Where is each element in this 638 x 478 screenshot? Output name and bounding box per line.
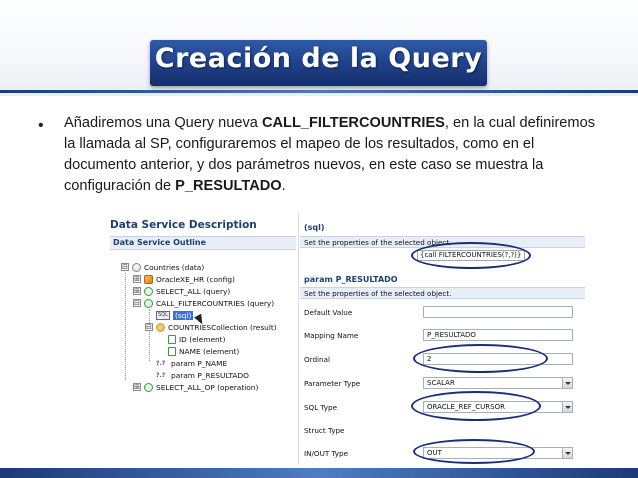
- parameter-type-select[interactable]: [423, 377, 573, 389]
- chevron-down-icon[interactable]: [562, 402, 572, 412]
- tree-node-label: COUNTRIESCollection (result): [168, 322, 277, 332]
- mapping-name-label: Mapping Name: [304, 331, 359, 340]
- mapping-name-input[interactable]: P_RESULTADO: [423, 329, 573, 341]
- result-icon: [156, 323, 165, 332]
- sql-section-title: (sql): [304, 223, 325, 232]
- tree-node-label: SELECT_ALL (query): [156, 286, 231, 296]
- bullet-text-part: .: [281, 178, 286, 194]
- bullet-bold-param: P_RESULTADO: [175, 178, 282, 194]
- expand-toggle[interactable]: ⊞: [134, 275, 140, 283]
- chevron-down-icon[interactable]: [562, 448, 572, 458]
- collapse-toggle[interactable]: ⊟: [146, 323, 152, 331]
- data-service-description-title: Data Service Description: [110, 219, 257, 231]
- parameter-type-value: SCALAR: [427, 379, 455, 387]
- query-icon: [144, 287, 153, 296]
- highlight-ellipse-call: [411, 242, 531, 269]
- highlight-ellipse-ordinal: [413, 344, 548, 373]
- default-value-label: Default Value: [304, 308, 353, 317]
- tree-node-param-p-resultado[interactable]: [156, 369, 249, 381]
- expand-toggle[interactable]: ⊞: [134, 287, 140, 295]
- bullet-text-part: , en la cual definiremos la llamada al SP, configuraremos el mapeo de los resultados, como en el documento anterior, y dos parámetros nuevos, en este caso se muestra la configuración de: [64, 115, 595, 194]
- tree-node-sql[interactable]: [156, 309, 193, 321]
- tree-guide-line: [149, 309, 150, 361]
- tree-node-config[interactable]: [133, 273, 235, 285]
- tree-node-label: NAME (element): [179, 346, 240, 356]
- bullet-marker: •: [38, 117, 44, 134]
- outline-header-label: Data Service Outline: [113, 238, 207, 247]
- struct-type-label: Struct Type: [304, 426, 345, 435]
- tree-node-label-selected: (sql): [175, 310, 192, 320]
- outline-pane: [108, 213, 298, 465]
- config-icon: [144, 275, 153, 284]
- sql-section-description: Set the properties of the selected object.: [304, 238, 452, 247]
- tree-node-label: ID (element): [179, 334, 226, 344]
- expand-toggle[interactable]: ⊞: [134, 383, 140, 391]
- operation-icon: [144, 383, 153, 392]
- tree-node-label: OracleXE_HR (config): [156, 274, 235, 284]
- tree-node-call-filtercountries[interactable]: [133, 297, 274, 309]
- param-section-title: param P_RESULTADO: [304, 275, 398, 284]
- in-out-type-label: IN/OUT Type: [304, 449, 349, 458]
- tree-node-label: SELECT_ALL_OP (operation): [156, 382, 259, 392]
- tree-node-countries-collection[interactable]: [145, 321, 277, 333]
- tree-node-label: CALL_FILTERCOUNTRIES (query): [156, 298, 275, 308]
- query-icon: [144, 299, 153, 308]
- element-icon: [168, 335, 176, 344]
- ordinal-label: Ordinal: [304, 355, 331, 364]
- bullet-bold-query: CALL_FILTERCOUNTRIES: [261, 115, 445, 131]
- bullet-text-part: Añadiremos una Query nueva: [64, 115, 262, 131]
- tree-node-select-all[interactable]: [133, 285, 230, 297]
- tree-node-name[interactable]: [168, 345, 239, 357]
- tree-node-select-all-op[interactable]: [133, 381, 258, 393]
- param-section-description: Set the properties of the selected object.: [304, 289, 452, 298]
- tree-node-param-p-name[interactable]: [156, 357, 227, 369]
- parameter-type-label: Parameter Type: [304, 379, 361, 388]
- data-service-icon: [132, 263, 141, 272]
- element-icon: [168, 347, 176, 356]
- sql-call-field[interactable]: {call FILTERCOUNTRIES(?,?)}: [417, 250, 525, 261]
- tree-node-label: param P_NAME: [171, 358, 228, 368]
- highlight-ellipse-sql-type: [411, 391, 541, 421]
- sql-icon: SQL: [156, 311, 170, 320]
- tree-node-label: Countries (data): [144, 262, 205, 272]
- tree-node-label: param P_RESULTADO: [171, 370, 249, 380]
- properties-pane: [298, 213, 586, 465]
- embedded-screenshot: [108, 213, 586, 465]
- ordinal-input[interactable]: 2: [423, 353, 573, 365]
- parameter-icon: ?.?: [156, 359, 166, 367]
- default-value-input[interactable]: [423, 306, 573, 318]
- tree-node-countries[interactable]: [121, 261, 204, 273]
- sql-type-label: SQL Type: [304, 403, 338, 412]
- slide-title: Creación de la Query: [154, 43, 483, 74]
- chevron-down-icon[interactable]: [562, 378, 572, 388]
- sql-type-value: ORACLE_REF_CURSOR: [427, 403, 505, 411]
- collapse-toggle[interactable]: ⊟: [122, 263, 128, 271]
- bullet-text: [64, 113, 604, 197]
- slide-footer-bar: [0, 468, 638, 478]
- parameter-icon: ?.?: [156, 371, 166, 379]
- tree-guide-line: [125, 273, 126, 380]
- header-divider: [0, 90, 638, 93]
- tree-node-id[interactable]: [168, 333, 225, 345]
- collapse-toggle[interactable]: ⊟: [134, 299, 140, 307]
- in-out-type-value: OUT: [427, 449, 442, 457]
- highlight-ellipse-in-out: [413, 439, 535, 464]
